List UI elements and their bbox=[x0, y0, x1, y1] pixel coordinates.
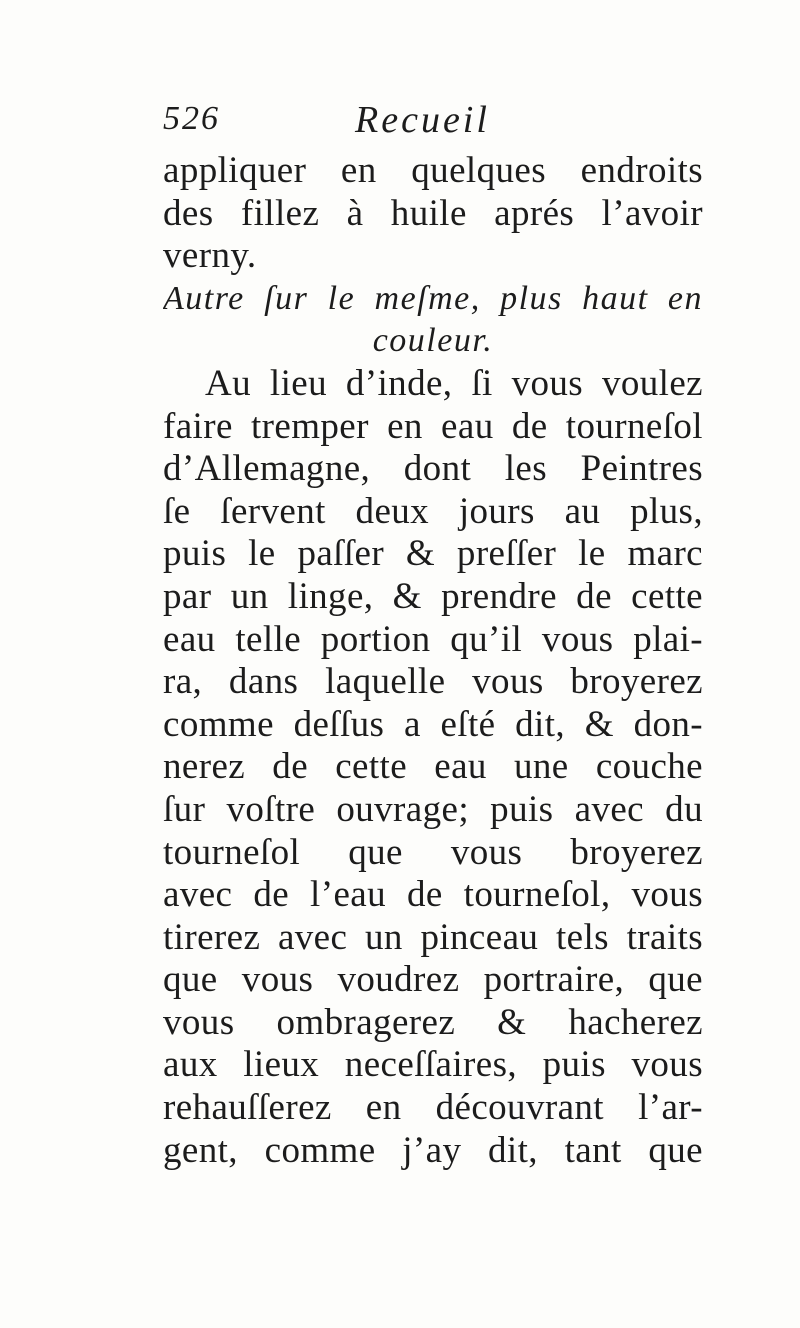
text-line: Au lieu d’inde, ſi vous voulez bbox=[205, 362, 703, 404]
text-line: appliquer en quelques endroits bbox=[163, 150, 703, 191]
text-line: tirerez avec un pinceau tels traits bbox=[163, 916, 703, 958]
text-line: d’Allemagne, dont les Peintres bbox=[163, 448, 703, 490]
text-line: ra, dans laquelle vous broyerez bbox=[163, 661, 703, 703]
text-line: gent, comme j’ay dit, tant que bbox=[163, 1129, 703, 1171]
body-text bbox=[163, 150, 703, 1172]
text-line: que vous voudrez portraire, que bbox=[163, 959, 703, 1001]
text-line: comme deſſus a eſté dit, & don- bbox=[163, 703, 703, 745]
running-title: Recueil bbox=[355, 99, 490, 141]
text-line: verny. bbox=[163, 235, 257, 277]
text-line: par un linge, & prendre de cette bbox=[163, 575, 703, 617]
text-line: avec de l’eau de tourneſol, vous bbox=[163, 874, 703, 916]
section-heading-continued: couleur. bbox=[372, 322, 494, 360]
text-line: ſe ſervent deux jours au plus, bbox=[163, 490, 703, 532]
text-line: puis le paſſer & preſſer le marc bbox=[163, 533, 703, 575]
text-line: eau telle portion qu’il vous plai- bbox=[163, 618, 703, 660]
page-header bbox=[163, 100, 723, 148]
text-line: tourneſol que vous broyerez bbox=[163, 831, 703, 873]
text-line: vous ombragerez & hacherez bbox=[163, 1001, 703, 1043]
text-line: nerez de cette eau une couche bbox=[163, 746, 703, 788]
text-line: des fillez à huile aprés l’avoir bbox=[163, 192, 703, 234]
section-heading: Autre ſur le meſme, plus haut en bbox=[163, 279, 703, 317]
text-line: aux lieux neceſſaires, puis vous bbox=[163, 1044, 703, 1086]
text-line: faire tremper en eau de tourneſol bbox=[163, 405, 703, 447]
text-line: rehauſſerez en découvrant l’ar- bbox=[163, 1087, 703, 1129]
page-number: 526 bbox=[163, 100, 220, 137]
text-line: ſur voſtre ouvrage; puis avec du bbox=[163, 788, 703, 830]
